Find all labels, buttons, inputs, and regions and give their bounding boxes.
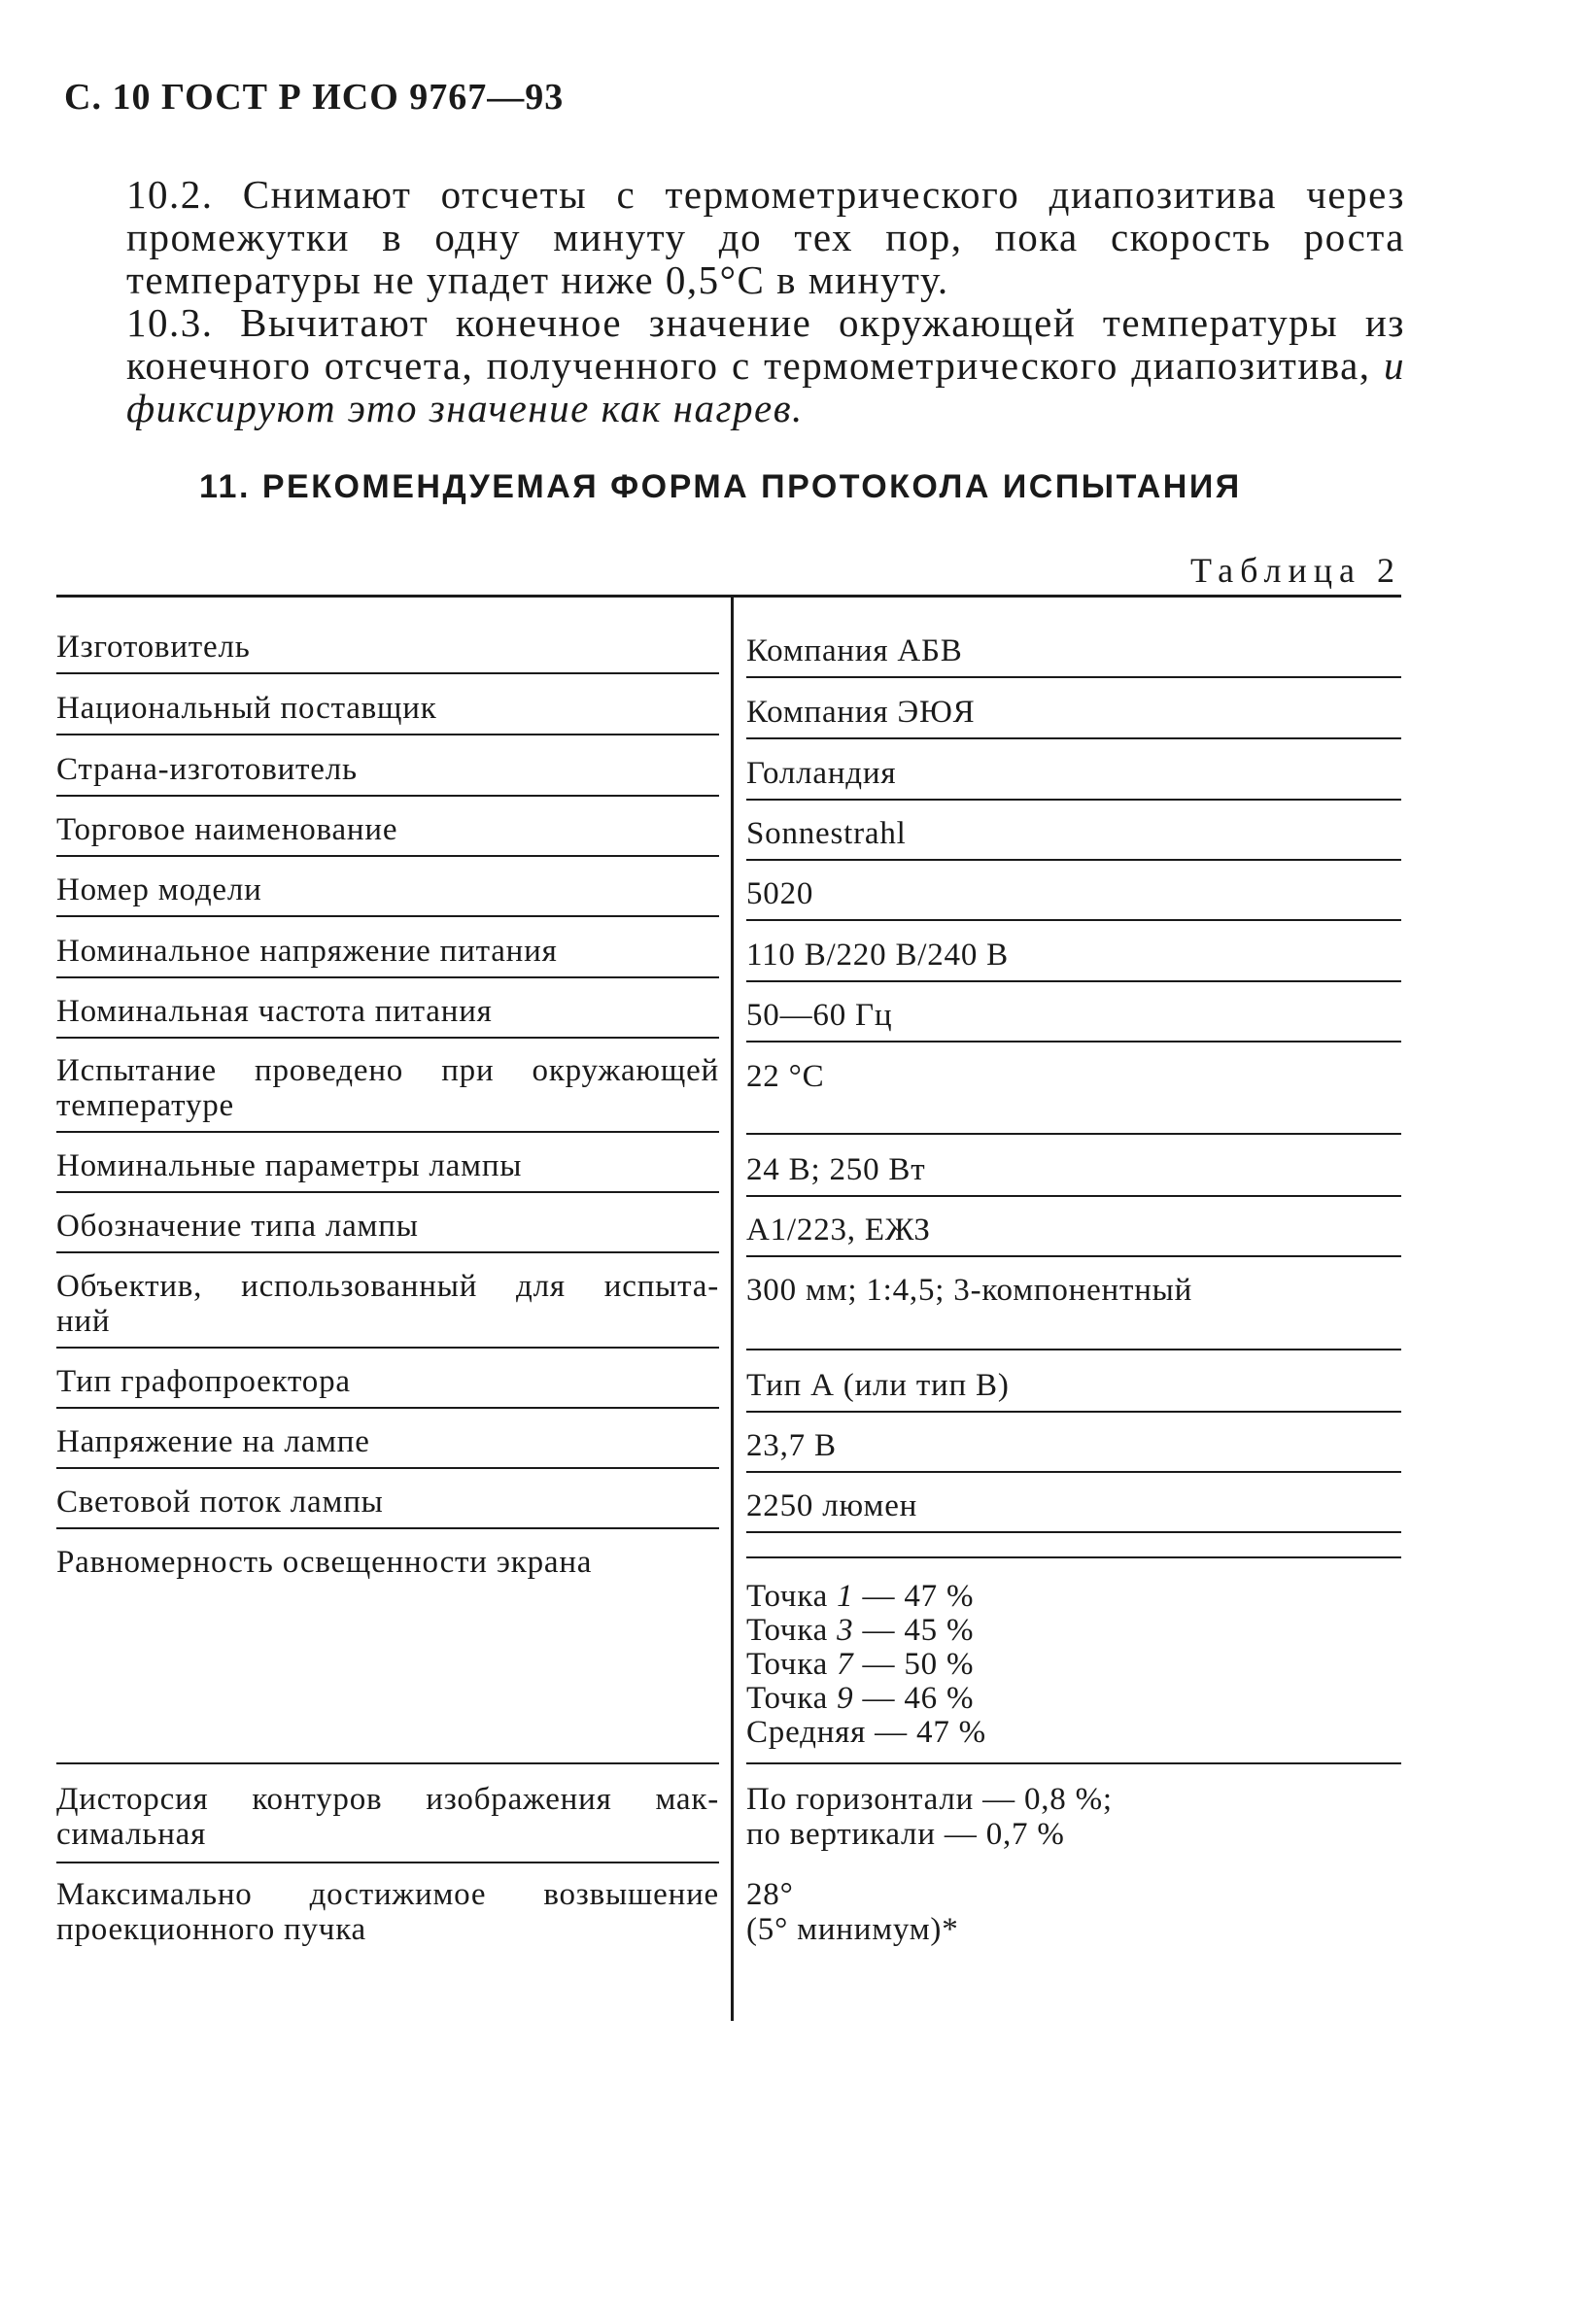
- row-rule-left: [56, 1191, 719, 1193]
- point-number: 1: [837, 1579, 854, 1614]
- paragraph-10-3-italic: и фиксируют это значение как нагрев.: [126, 343, 1405, 430]
- row-rule-right-top: [746, 1556, 1401, 1558]
- row-value: 2250 люмен: [746, 1488, 918, 1523]
- row-label: Номинальная частота питания: [56, 994, 493, 1029]
- uniformity-point: [746, 1580, 1407, 1614]
- row-value-line2: (5° минимум)*: [746, 1912, 959, 1947]
- uniformity-point: [746, 1682, 1407, 1716]
- row-value: 300 мм; 1:4,5; 3-компонентный: [746, 1273, 1193, 1308]
- row-rule-right: [746, 1349, 1401, 1350]
- point-prefix: Точка: [746, 1579, 838, 1614]
- row-rule-right: [746, 1195, 1401, 1197]
- uniformity-point: [746, 1614, 1407, 1648]
- row-rule-left: [56, 1131, 719, 1133]
- row-label-line2: симальная: [56, 1817, 207, 1852]
- row-value: А1/223, ЕЖЗ: [746, 1213, 931, 1247]
- point-value: — 47 %: [853, 1579, 975, 1614]
- row-rule-left: [56, 1467, 719, 1469]
- point-value: — 45 %: [853, 1613, 975, 1648]
- row-value: Компания АБВ: [746, 633, 963, 668]
- row-rule-left: [56, 976, 719, 978]
- row-label: Номер модели: [56, 872, 262, 907]
- row-rule-left: [56, 855, 719, 857]
- row-value: 23,7 В: [746, 1428, 837, 1463]
- row-label-line1: Испытание проведено при окружающей: [56, 1053, 719, 1088]
- row-label: Торговое наименование: [56, 812, 398, 847]
- point-number: 3: [837, 1613, 854, 1648]
- row-label-line1: Дисторсия контуров изображения мак-: [56, 1782, 719, 1817]
- row-label: Световой поток лампы: [56, 1485, 384, 1520]
- row-value: Sonnestrahl: [746, 816, 907, 851]
- row-rule-left: [56, 1407, 719, 1409]
- row-label: Напряжение на лампе: [56, 1424, 370, 1459]
- row-label: Обозначение типа лампы: [56, 1209, 419, 1244]
- row-label: Номинальные параметры лампы: [56, 1148, 523, 1183]
- point-prefix: Точка: [746, 1613, 838, 1648]
- row-rule-right: [746, 1041, 1401, 1042]
- point-prefix: Точка: [746, 1681, 838, 1716]
- row-rule-left: [56, 1527, 719, 1529]
- section-title: 11. РЕКОМЕНДУЕМАЯ ФОРМА ПРОТОКОЛА ИСПЫТАНИЯ: [199, 468, 1242, 505]
- row-rule-left: [56, 1762, 719, 1764]
- paragraph-10-3: [64, 301, 1405, 429]
- point-value: — 46 %: [853, 1681, 975, 1716]
- point-prefix: Точка: [746, 1647, 838, 1682]
- point-value: — 50 %: [853, 1647, 975, 1682]
- page-header: С. 10 ГОСТ Р ИСО 9767—93: [64, 77, 565, 118]
- row-label-line2: температуре: [56, 1088, 234, 1123]
- table-top-rule: [56, 595, 1401, 598]
- row-rule-right: [746, 919, 1401, 921]
- paragraph-10-2: [64, 173, 1405, 301]
- row-rule-right: [746, 1471, 1401, 1473]
- point-number: 7: [837, 1647, 854, 1682]
- row-rule-right: [746, 1255, 1401, 1257]
- paragraph-10-2-text: 10.2. Снимают отсчеты с термометрического диапозитива через промежутки в одну минуту до тех пор, пока скорость роста температуры не упадет ниже 0,5°С в минуту.: [126, 172, 1405, 302]
- uniformity-points: [746, 1580, 1407, 1750]
- row-rule-right: [746, 737, 1401, 739]
- row-label: Изготовитель: [56, 630, 251, 665]
- uniformity-point: [746, 1648, 1407, 1682]
- row-value-line1: 28°: [746, 1877, 794, 1912]
- row-rule-right: [746, 1133, 1401, 1135]
- row-label-line2: проекционного пучка: [56, 1912, 366, 1947]
- row-rule-right: [746, 676, 1401, 678]
- row-rule-right: [746, 1411, 1401, 1413]
- row-value: Тип А (или тип В): [746, 1368, 1010, 1403]
- row-label: Страна-изготовитель: [56, 752, 358, 787]
- row-rule-left: [56, 1037, 719, 1039]
- row-value-line1: По горизонтали — 0,8 %;: [746, 1782, 1113, 1817]
- row-value: Компания ЭЮЯ: [746, 695, 976, 730]
- row-label: Тип графопроектора: [56, 1364, 351, 1399]
- row-rule-left: [56, 734, 719, 735]
- row-value: 50—60 Гц: [746, 998, 893, 1033]
- row-rule-left: [56, 1347, 719, 1349]
- row-rule-right: [746, 859, 1401, 861]
- row-label-line1: Объектив, использованный для испыта-: [56, 1269, 719, 1304]
- paragraph-10-3-text: 10.3. Вычитают конечное значение окружающей температуры из конечного отсчета, полученного с термометрического диапозитива,: [126, 300, 1405, 388]
- row-label-line2: ний: [56, 1304, 111, 1339]
- row-value: 110 В/220 В/240 В: [746, 938, 1009, 973]
- row-label: Номинальное напряжение питания: [56, 934, 558, 969]
- row-value: 22 °С: [746, 1059, 825, 1094]
- uniformity-average: Средняя — 47 %: [746, 1715, 986, 1750]
- row-label-line1: Максимально достижимое возвышение: [56, 1877, 719, 1912]
- table-label: Таблица 2: [1190, 551, 1401, 590]
- row-rule-right: [746, 799, 1401, 801]
- row-label: Национальный поставщик: [56, 691, 437, 726]
- row-rule-right: [746, 1531, 1401, 1533]
- row-rule-left: [56, 1862, 719, 1863]
- row-value: 5020: [746, 876, 814, 911]
- row-rule-right-bottom: [746, 1762, 1401, 1764]
- row-rule-left: [56, 915, 719, 917]
- row-value-line2: по вертикали — 0,7 %: [746, 1817, 1065, 1852]
- row-rule-left: [56, 795, 719, 797]
- row-label: Равномерность освещенности экрана: [56, 1545, 593, 1580]
- row-rule-left: [56, 672, 719, 674]
- point-number: 9: [837, 1681, 854, 1716]
- paragraph-10-3-container: [64, 301, 1405, 429]
- table-column-divider: [731, 595, 734, 2021]
- row-value: Голландия: [746, 756, 897, 791]
- row-value: 24 В; 250 Вт: [746, 1152, 926, 1187]
- row-rule-left: [56, 1251, 719, 1253]
- row-rule-right: [746, 980, 1401, 982]
